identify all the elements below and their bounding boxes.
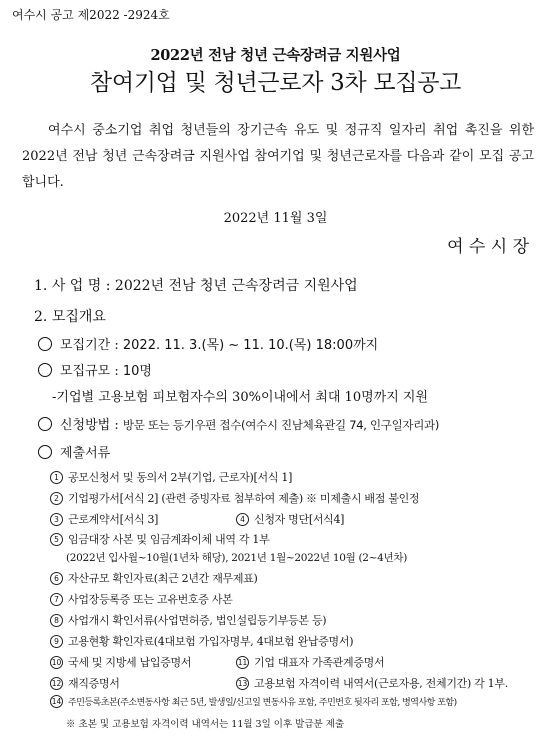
- intro-paragraph: [22, 118, 534, 196]
- document-text: 고용현황 확인자료(4대보험 가입자명부, 4대보험 완납증명서): [68, 635, 354, 648]
- issuer: 여 수 시 장: [447, 237, 529, 257]
- scale-label: 모집규모 :: [60, 364, 119, 379]
- method-label: 신청방법 :: [60, 418, 119, 433]
- document-text: 고용보험 자격이력 내역서(근로자용, 전체기간) 각 1부.: [254, 677, 508, 690]
- section-2-heading: [34, 306, 106, 326]
- document-text: 국세 및 지방세 납입증명서: [68, 656, 192, 669]
- document-item-5-detail: (2022년 입사월~10월(1년차 해당), 2021년 1월~2022년 10월 (2~4년차): [66, 552, 407, 564]
- footnote: ※ 초본 및 고용보험 자격이력 내역서는 11월 3일 이후 발급분 제출: [66, 719, 345, 730]
- circled-number: 4: [236, 513, 249, 526]
- circled-number: 12: [51, 679, 62, 688]
- circled-number: 8: [50, 614, 63, 627]
- document-text: 자산규모 확인자료(최근 2년간 재무제표): [68, 572, 258, 585]
- notice-title: 참여기업 및 청년근로자 3차 모집공고: [89, 70, 462, 96]
- document-text: 재직증명서: [68, 677, 120, 690]
- circled-number: 2: [50, 492, 63, 505]
- documents-title: 제출서류: [60, 446, 111, 461]
- document-text: 임금대장 사본 및 임금계좌이체 내역 각 1부: [68, 533, 270, 546]
- circled-number: 7: [50, 593, 63, 606]
- section-1-number: 1.: [34, 278, 48, 294]
- circled-number: 3: [50, 513, 63, 526]
- document-item-8: [50, 612, 326, 628]
- document-text: 사업개시 확인서류(사업면허증, 법인설립등기부등본 등): [68, 614, 327, 627]
- document-item-11: [236, 654, 384, 670]
- period-label: 모집기간 :: [60, 338, 119, 353]
- scale-note: -기업별 고용보험 피보험자수의 30%이내에서 최대 10명까지 지원: [52, 390, 429, 405]
- document-item-3: [50, 511, 158, 527]
- document-text: 사업장등록증 또는 고유번호증 사본: [68, 593, 233, 606]
- section-1-label: 사 업 명 :: [51, 278, 111, 294]
- section-2-title: 모집개요: [51, 309, 106, 325]
- document-item-7: [50, 591, 232, 607]
- intro-text: 여수시 중소기업 취업 청년들의 장기근속 유도 및 정규직 일자리 취업 촉진을 위한 2022년 전남 청년 근속장려금 지원사업 참여기업 및 청년근로자를 다음과 같이 모집 공고합니다.: [22, 123, 535, 190]
- circled-number: 1: [50, 471, 63, 484]
- document-text: 신청자 명단[서식4]: [254, 513, 345, 526]
- document-text: 공모신청서 및 동의서 2부(기업, 근로자)[서식 1]: [68, 471, 293, 484]
- document-item-2: [50, 490, 419, 506]
- documents-heading: [38, 442, 110, 461]
- document-item-1: [50, 469, 292, 485]
- method-value: 방문 또는 등기우편 접수(여수시 진남체육관길 74, 인구일자리과): [122, 418, 440, 432]
- hollow-circle-icon: [38, 337, 52, 351]
- hollow-circle-icon: [38, 363, 52, 377]
- circled-number: 10: [51, 658, 62, 667]
- document-item-14: [50, 695, 457, 708]
- document-item-4: [236, 511, 344, 527]
- circled-number: 5: [50, 533, 63, 546]
- document-item-6: [50, 570, 258, 586]
- hollow-circle-icon: [38, 417, 52, 431]
- period-item: [38, 334, 378, 353]
- scale-value: 10명: [122, 364, 152, 379]
- document-text: 기업 대표자 가족관계증명서: [254, 656, 385, 669]
- section-1-value: 2022년 전남 청년 근속장려금 지원사업: [114, 278, 358, 294]
- period-value: 2022. 11. 3.(목) ~ 11. 10.(목) 18:00까지: [122, 338, 379, 353]
- document-text: 기업평가서[서식 2] (관련 증빙자료 첨부하여 제출) ※ 미제출시 배점 불인정: [68, 492, 420, 505]
- section-1: [34, 275, 358, 295]
- circled-number: 9: [50, 635, 63, 648]
- notice-subtitle: 2022년 전남 청년 근속장려금 지원사업: [150, 47, 401, 64]
- circled-number: 13: [237, 679, 248, 688]
- hollow-circle-icon: [38, 445, 52, 459]
- circled-number: 11: [237, 658, 248, 667]
- document-item-5: [50, 531, 269, 547]
- section-2-number: 2.: [34, 309, 48, 325]
- document-text: 근로계약서[서식 3]: [68, 513, 159, 526]
- document-item-12: [50, 675, 120, 691]
- notice-date: 2022년 11월 3일: [223, 211, 328, 226]
- circled-number: 6: [50, 572, 63, 585]
- method-item: [38, 414, 439, 433]
- document-item-10: [50, 654, 191, 670]
- scale-item: [38, 360, 152, 379]
- document-item-13: [236, 675, 508, 691]
- notice-number: 여수시 공고 제2022 -2924호: [12, 8, 170, 22]
- circled-number: 14: [51, 697, 62, 706]
- document-item-9: [50, 633, 353, 649]
- document-text: 주민등록초본(주소변동사항 최근 5년, 발생일/신고일 변동사유 포함, 주민번호 뒷자리 포함, 병역사항 포함): [68, 698, 457, 708]
